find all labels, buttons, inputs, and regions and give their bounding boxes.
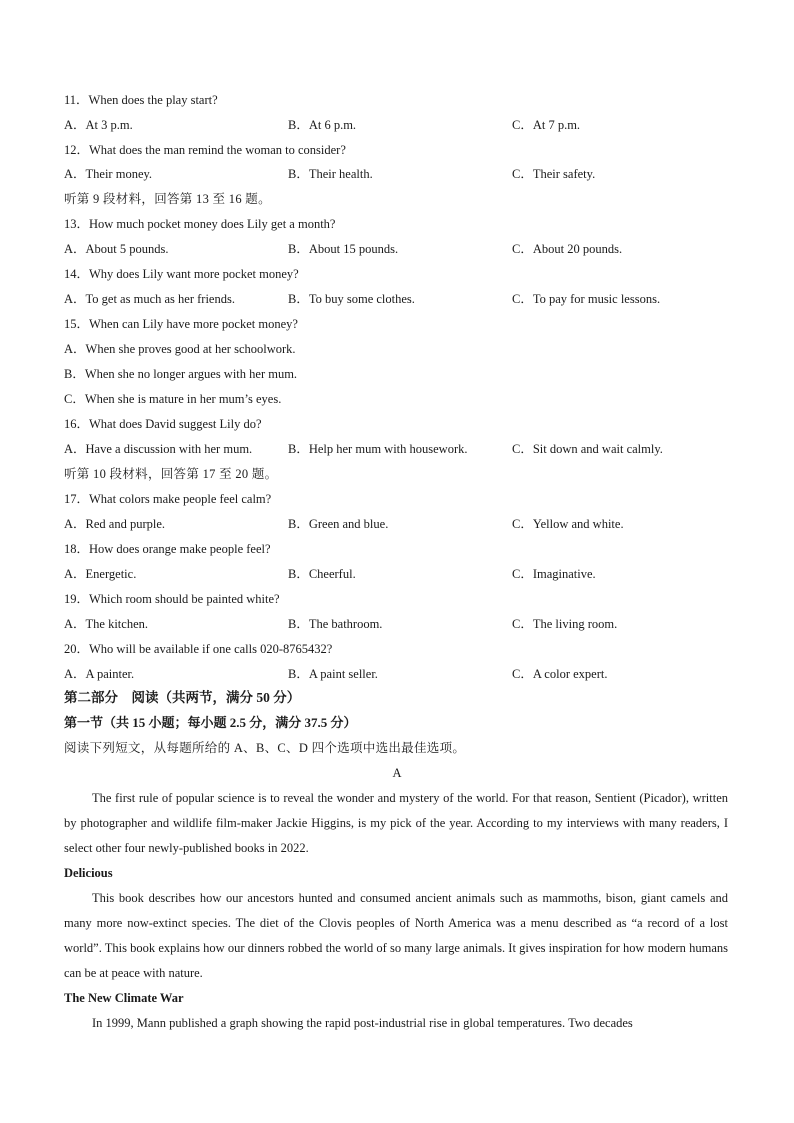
section-10-instruction: 听第 10 段材料，回答第 17 至 20 题。 [64,467,278,481]
passage-heading-delicious: Delicious [64,866,113,880]
question-17-option-a: A．Red and purple. [64,517,166,531]
question-17-option-b: B．Green and blue. [288,517,389,531]
question-15-option-a: A．When she proves good at her schoolwork. [64,342,296,356]
question-12-option-a: A．Their money. [64,167,153,181]
question-18-option-b: B．Cheerful. [288,567,356,581]
question-14-stem: 14．Why does Lily want more pocket money? [64,267,299,281]
passage-paragraph-1: The first rule of popular science is to reveal the wonder and mystery of the world. For that reason, Sentient (Picador), written by photographer and wildlife film-maker Jackie Higgins, is my pick of the year. According to my interviews with many readers, I select other four newly-published books in 2022. [64,791,728,855]
question-19-option-c: C．The living room. [512,617,618,631]
question-14-option-c: C．To pay for music lessons. [512,292,661,306]
passage-paragraph-2: This book describes how our ancestors hunted and consumed ancient animals such as mammoths, bison, giant camels and many more now-extinct species. The diet of the Clovis peoples of North America was a menu described as “a record of a lost world”. This book explains how our dinners robbed the world of so many large animals. It gives inspiration for how modern humans can be at peace with nature. [64,891,728,980]
question-15-option-c: C．When she is mature in her mum’s eyes. [64,392,282,406]
question-12-stem: 12．What does the man remind the woman to consider? [64,143,346,157]
question-16-option-a: A．Have a discussion with her mum. [64,442,253,456]
question-17-stem: 17．What colors make people feel calm? [64,492,272,506]
question-13-option-a: A．About 5 pounds. [64,242,169,256]
question-19-option-b: B．The bathroom. [288,617,383,631]
question-11-option-a: A．At 3 p.m. [64,118,133,132]
question-18-option-c: C．Imaginative. [512,567,596,581]
question-17-option-c: C．Yellow and white. [512,517,624,531]
question-13-option-c: C．About 20 pounds. [512,242,623,256]
question-12-option-c: C．Their safety. [512,167,596,181]
part-2-section-1-title: 第一节（共 15 小题；每小题 2.5 分，满分 37.5 分） [64,715,357,730]
question-16-option-c: C．Sit down and wait calmly. [512,442,663,456]
question-16-stem: 16．What does David suggest Lily do? [64,417,262,431]
question-20-stem: 20．Who will be available if one calls 020-8765432? [64,642,333,656]
part-2-title: 第二部分 阅读（共两节，满分 50 分） [64,690,301,705]
question-11-option-b: B．At 6 p.m. [288,118,357,132]
question-20-option-c: C．A color expert. [512,667,608,681]
question-14-option-b: B．To buy some clothes. [288,292,415,306]
question-16-option-b: B．Help her mum with housework. [288,442,468,456]
question-15-stem: 15．When can Lily have more pocket money? [64,317,298,331]
question-11-option-c: C．At 7 p.m. [512,118,581,132]
question-18-stem: 18．How does orange make people feel? [64,542,271,556]
section-9-instruction: 听第 9 段材料，回答第 13 至 16 题。 [64,192,271,206]
part-2-instruction: 阅读下列短文，从每题所给的 A、B、C、D 四个选项中选出最佳选项。 [64,741,466,755]
passage-label: A [392,766,402,780]
question-19-stem: 19．Which room should be painted white? [64,592,280,606]
question-20-option-a: A．A painter. [64,667,135,681]
passage-paragraph-3: In 1999, Mann published a graph showing the rapid post-industrial rise in global temperatures. Two decades [92,1016,633,1030]
question-12-option-b: B．Their health. [288,167,373,181]
question-11-stem: 11．When does the play start? [64,93,218,107]
question-19-option-a: A．The kitchen. [64,617,149,631]
question-14-option-a: A．To get as much as her friends. [64,292,235,306]
passage-heading-climate-war: The New Climate War [64,991,184,1005]
question-13-option-b: B．About 15 pounds. [288,242,399,256]
question-13-stem: 13．How much pocket money does Lily get a month? [64,217,336,231]
question-20-option-b: B．A paint seller. [288,667,378,681]
question-18-option-a: A．Energetic. [64,567,137,581]
question-15-option-b: B．When she no longer argues with her mum. [64,367,298,381]
